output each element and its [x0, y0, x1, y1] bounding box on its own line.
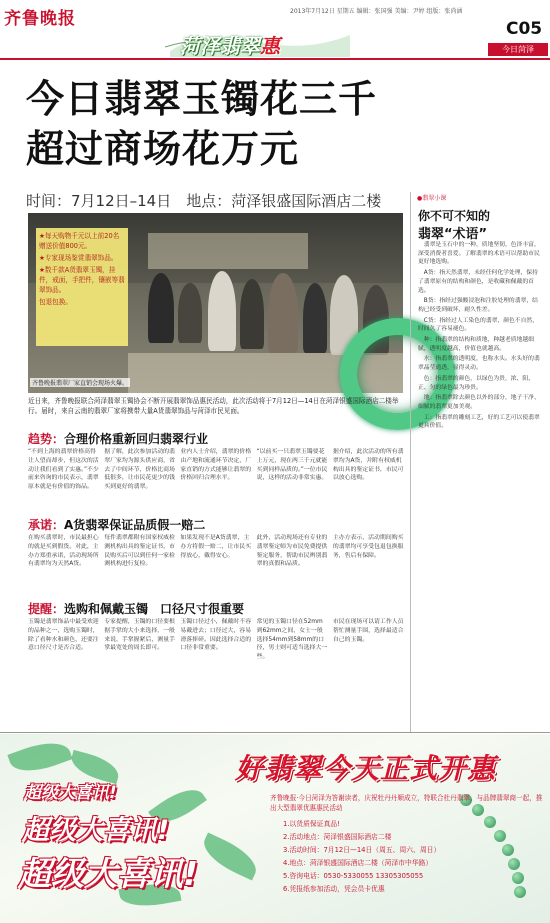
- ad-details: [283, 818, 543, 896]
- sidebar-paragraph: 翡翠是玉石中的一种，质地坚韧，色泽丰富，深受消费者喜爱。了解翡翠的术语可以帮助市民更好地选购。: [418, 242, 540, 266]
- sidebar-paragraph: A货：指天然翡翠，未经任何化学处理，保持了翡翠原有的结构和颜色，是收藏和佩戴的首选。: [418, 270, 538, 294]
- article-column: 业内人士介绍，翡翠的价格由产地和流通环节决定，厂家直销的方式能够让翡翠的价格回归合理水平。: [180, 449, 252, 482]
- ad-announcement-small: 超级大喜讯!: [24, 783, 117, 803]
- issue-info: 2013年7月12日 星期五 编辑：张国强 美编：尹婷 组版：张尚涵: [290, 8, 463, 15]
- column-divider: [410, 192, 411, 732]
- bullet-item: 包退包换。: [39, 298, 72, 306]
- photo-caption: 齐鲁晚报翡翠厂家直销会现场火爆。: [32, 380, 129, 387]
- headline-line-1: 今日翡翠玉镯花三千: [26, 77, 378, 121]
- ad-detail-item: 5.咨询电话：0530-5330055 13305305055: [283, 872, 424, 880]
- ad-detail-item: 1.以货质保证真品!: [283, 820, 340, 828]
- main-headline: [26, 74, 377, 174]
- section-body-trend: [28, 448, 404, 512]
- sidebar-title: 你不可不知的: [418, 209, 491, 223]
- sidebar-paragraph: 水：指翡翠的透明度，也称水头。水头好的翡翠晶莹通透，显得灵动。: [418, 356, 540, 372]
- section-heading-reminder: 提醒：选购和佩戴玉镯 口径尺寸很重要: [28, 602, 245, 616]
- event-time-location: 时间：7月12日–14日 地点：菏泽银盛国际酒店二楼: [26, 192, 382, 210]
- ad-subtitle: 齐鲁晚报·今日菏泽为答谢读者，庆祝牡丹丹顺成立，特联合杜丹翡翠，与品牌翡翠商一起，推出大型翡翠优惠惠民活动: [270, 794, 543, 812]
- ad-headline: 好翡翠今天正式开惠: [235, 752, 497, 785]
- sidebar-paragraph: 地：指翡翠除去颜色以外的部分，地子干净、细腻的翡翠更加美观。: [418, 395, 540, 410]
- ad-announcement-medium: 超级大喜讯!: [22, 815, 170, 846]
- section-body-reminder: [28, 618, 404, 726]
- article-column: “以前买一只翡翠玉镯要花上万元，现在两三千元就能买到同样品质的。”一位市民说，这样的活动非常实惠。: [256, 449, 328, 482]
- article-column: 如果发现不是A货翡翠，主办方将假一赔二，让市民买得放心，戴得安心。: [180, 535, 252, 559]
- ad-detail-item: 2.活动地点：菏泽银盛国际酒店二楼: [283, 833, 392, 841]
- page-number: C05: [506, 19, 543, 39]
- masthead-divider: [0, 58, 550, 60]
- article-column: 玉镯是翡翠饰品中最受欢迎的品种之一，选购玉镯时，除了看种水和颜色，还要注意口径尺寸是否合适。: [28, 619, 99, 652]
- section-tab: 今日菏泽: [488, 43, 548, 56]
- section-body-promise: [28, 534, 404, 596]
- section-heading-trend: 趋势：合理价格重新回归翡翠行业: [28, 432, 209, 446]
- article-column: 常见的玉镯口径在52mm到62mm之间，女士一般选择54mm到58mm的口径，男士则可适当选择大一些。: [256, 619, 328, 661]
- newspaper-logo: 齐鲁晚报: [4, 9, 76, 29]
- bullet-item: ★每天购物千元以上前20名赠送价值800元。: [39, 232, 120, 250]
- article-column: 主办方表示，活动期间购买的翡翠均可享受包退包换服务，售后有保障。: [332, 535, 404, 559]
- section-heading-promise: 承诺：A货翡翠保证品质假一赔二: [28, 518, 206, 532]
- headline-line-2: 超过商场花万元: [26, 127, 300, 171]
- article-column: 玉镯口径过小，佩戴时不容易戴进去；口径过大，容易滑落摔碎。因此选择合适的口径非常重要。: [180, 619, 252, 652]
- intro-paragraph: 近日来，齐鲁晚报联合菏泽翡翠玉镯协会不断开展翡翠饰品惠民活动，此次活动将于7月12日—14日在菏泽银盛国际酒店二楼举行。届时，来自云南的翡翠厂家将携带大量A货翡翠饰品与菏泽市民见面。: [28, 397, 399, 415]
- sidebar-paragraph: B货：指经过强酸浸泡和注胶处理的翡翠，结构已经受到破坏，耐久性差。: [418, 298, 538, 313]
- article-column: 据介绍，此次活动的所有翡翠均为A货，并附有权威机构出具的鉴定证书，市民可以放心选购。: [332, 449, 404, 482]
- sidebar-paragraph: 色：指翡翠的颜色，以绿色为贵，浓、阳、正、匀的绿色最为珍贵。: [418, 375, 534, 391]
- article-column: 市民在现场可以请工作人员帮忙测量手围，选择最适合自己的玉镯。: [332, 619, 404, 643]
- sidebar-body: [418, 241, 543, 433]
- ad-announcement-large: 超级大喜讯!: [18, 854, 199, 893]
- article-column: 每件翡翠都附有国家权威检测机构出具的鉴定证书，市民购买后可以到任何一家检测机构进行复检。: [104, 535, 175, 568]
- bullet-item: ★专家现场鉴赏翡翠饰品。: [39, 254, 118, 262]
- article-column: 据了解，此次参加活动的翡翠厂家均为源头供应商，省去了中间环节，价格比商场低很多，让市民花更少的钱买到更好的翡翠。: [104, 449, 175, 491]
- ad-detail-item: 6.凭报纸参加活动，凭会员卡优惠: [283, 885, 385, 893]
- sidebar-subtitle: 翡翠“术语”: [418, 227, 488, 242]
- sidebar-tag: ●翡翠小课: [417, 195, 447, 202]
- article-column: 在购买翡翠时，市民最担心的就是买到假货。对此，主办方郑重承诺，活动现场所有翡翠均为天然A货。: [28, 535, 99, 568]
- sidebar-paragraph: 工：指翡翠的雕刻工艺，好的工艺可以使翡翠更具价值。: [418, 414, 540, 430]
- section-banner: 菏泽翡翠惠: [180, 34, 280, 58]
- article-column: “不到上海的翡翠价格高得让人望而却步，但这次的活动让我们看到了实惠。”不少前来咨询的市民表示，翡翠原本就是有价值的饰品。: [28, 449, 99, 491]
- ad-detail-item: 3.活动时间：7月12日—14日（周五、周六、周日）: [283, 846, 441, 854]
- article-column: 专家提醒，玉镯的口径要根据手掌的大小来选择，一般来说，手掌握紧后，测量手掌最宽处的周长即可。: [104, 619, 175, 652]
- sidebar-paragraph: 种：指翡翠的结构和质地，种越老质地越细腻，透明度越高，价值也就越高。: [418, 337, 534, 352]
- ad-divider: [0, 732, 550, 733]
- sidebar-paragraph: C货：指经过人工染色的翡翠，颜色不自然，时间久了容易褪色。: [418, 317, 538, 333]
- article-column: 此外，活动现场还有专业的翡翠鉴定师为市民免费提供鉴定服务，帮助市民辨别翡翠的真假和品质。: [256, 535, 328, 568]
- bullet-item: ★数千款A货翡翠玉镯，挂件，戒面，手把件，镶嵌等翡翠饰品。: [39, 266, 125, 294]
- ad-detail-item: 4.地点：菏泽银盛国际酒店二楼（菏泽市中华路）: [283, 859, 433, 867]
- promo-bullets: [36, 228, 128, 346]
